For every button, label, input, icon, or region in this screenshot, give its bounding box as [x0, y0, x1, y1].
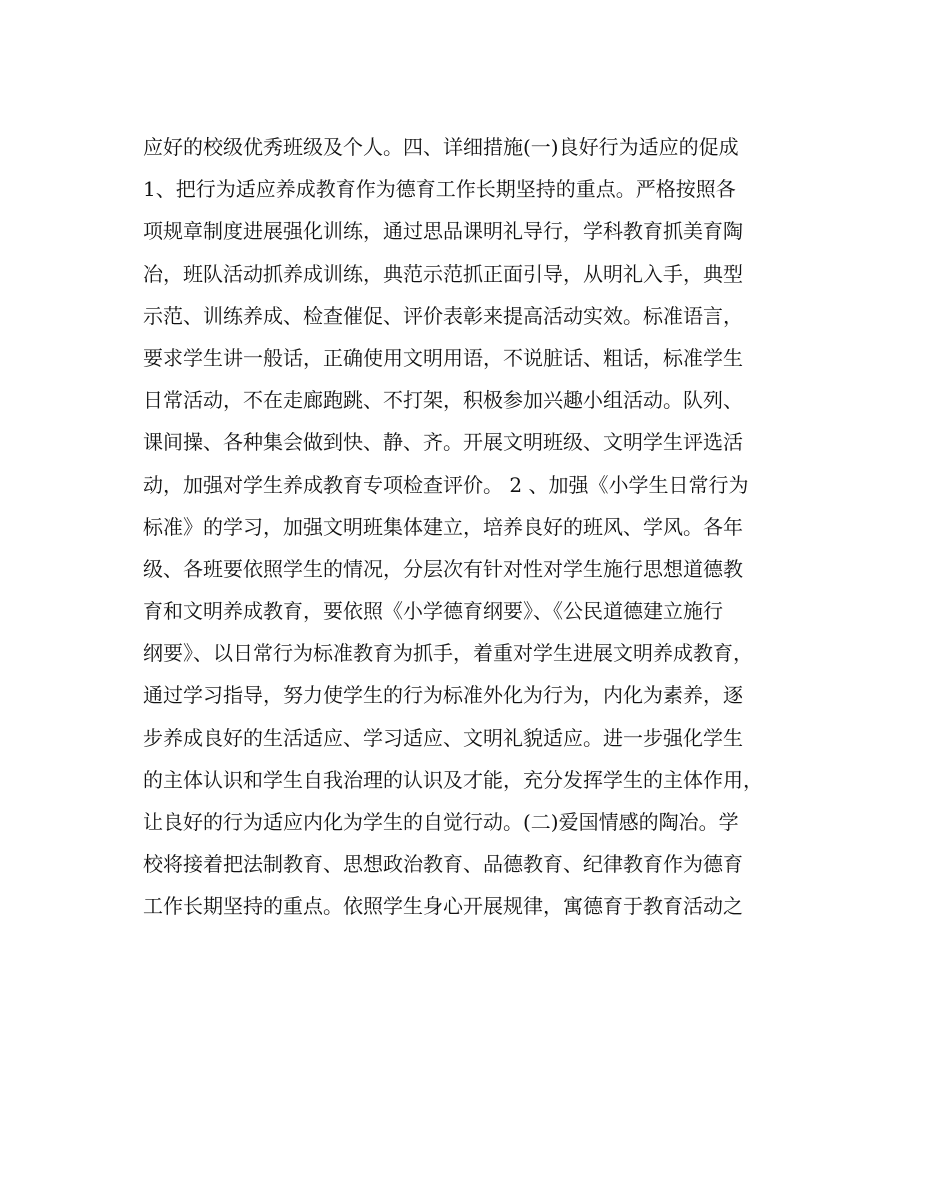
text-line-19: 工作长期坚持的重点。依照学生身心开展规律，寓德育于教育活动之 — [143, 894, 743, 919]
text-line-2: 1、把行为适应养成教育作为德育工作长期坚持的重点。严格按照各 — [143, 177, 736, 202]
text-line-9: 动，加强对学生养成教育专项检查评价。 2 、加强《小学生日常行为 — [143, 472, 749, 497]
text-line-15: 步养成良好的生活适应、学习适应、文明礼貌适应。进一步强化学生 — [143, 725, 743, 750]
text-line-11: 级、各班要依照学生的情况，分层次有针对性对学生施行思想道德教 — [143, 556, 743, 581]
text-line-17: 让良好的行为适应内化为学生的自觉行动。(二)爱国情感的陶冶。学 — [143, 810, 739, 834]
text-line-5: 示范、训练养成、检查催促、评价表彰来提高活动实效。标准语言， — [143, 303, 743, 328]
text-line-3: 项规章制度进展强化训练，通过思品课明礼导行，学科教育抓美育陶 — [143, 219, 743, 244]
text-line-13: 纲要》、以日常行为标准教育为抓手，着重对学生进展文明养成教育， — [143, 641, 753, 666]
text-line-8: 课间操、各种集会做到快、静、齐。开展文明班级、文明学生评选活 — [143, 430, 743, 455]
text-line-4: 冶，班队活动抓养成训练，典范示范抓正面引导，从明礼入手，典型 — [143, 261, 743, 286]
text-line-6: 要求学生讲一般话，正确使用文明用语，不说脏话、粗话，标准学生 — [143, 345, 743, 370]
text-line-12: 育和文明养成教育，要依照《小学德育纲要》、《公民道德建立施行 — [143, 599, 723, 624]
text-line-1: 应好的校级优秀班级及个人。四、详细措施(一)良好行为适应的促成 — [143, 135, 739, 159]
text-line-14: 通过学习指导，努力使学生的行为标准外化为行为，内化为素养，逐 — [143, 683, 743, 708]
text-line-7: 日常活动，不在走廊跑跳、不打架，积极参加兴趣小组活动。队列、 — [143, 388, 743, 413]
text-line-10: 标准》的学习，加强文明班集体建立，培养良好的班风、学风。各年 — [143, 514, 743, 539]
text-line-16: 的主体认识和学生自我治理的认识及才能，充分发挥学生的主体作用， — [143, 767, 763, 792]
text-line-18: 校将接着把法制教育、思想政治教育、品德教育、纪律教育作为德育 — [143, 852, 743, 877]
body-text — [143, 126, 807, 928]
